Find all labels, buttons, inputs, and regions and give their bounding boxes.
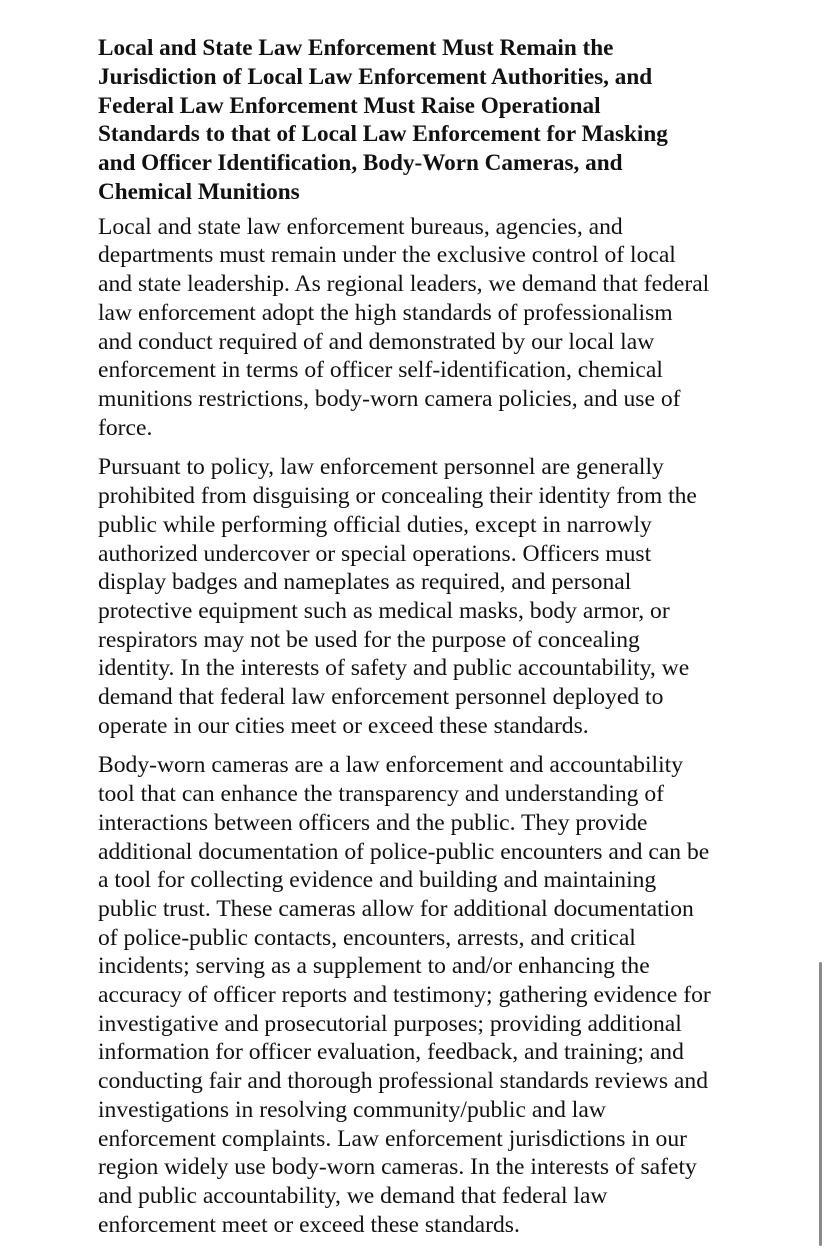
text-line: conducting fair and thorough professional standards reviews and — [98, 1068, 708, 1095]
text-line: authorized undercover or special operations. Officers must — [98, 540, 652, 567]
text-line: information for officer evaluation, feedback, and training; and — [98, 1039, 684, 1066]
text-line: operate in our cities meet or exceed these standards. — [98, 712, 589, 739]
paragraph-local-control — [98, 213, 798, 443]
document-page — [98, 34, 798, 1250]
text-line: enforcement meet or exceed these standards. — [98, 1211, 520, 1238]
heading-line: Chemical Munitions — [98, 178, 300, 205]
text-line: of police-public contacts, encounters, arrests, and critical — [98, 924, 636, 951]
text-line: region widely use body-worn cameras. In the interests of safety — [98, 1154, 697, 1181]
text-line: display badges and nameplates as required, and personal — [98, 569, 632, 596]
text-line: and conduct required of and demonstrated by our local law — [98, 328, 655, 355]
paragraph-identification — [98, 453, 798, 740]
text-line: departments must remain under the exclusive control of local — [98, 242, 676, 269]
heading-line: and Officer Identification, Body-Worn Cameras, and — [98, 150, 623, 177]
text-line: additional documentation of police-public encounters and can be — [98, 838, 710, 865]
section-heading — [98, 34, 798, 207]
text-line: force. — [98, 414, 153, 441]
text-line: public trust. These cameras allow for additional documentation — [98, 895, 694, 922]
text-line: accuracy of officer reports and testimony; gathering evidence for — [98, 982, 711, 1009]
text-line: investigative and prosecutorial purposes; providing additional — [98, 1010, 682, 1037]
heading-line: Federal Law Enforcement Must Raise Operational — [98, 92, 601, 119]
text-line: identity. In the interests of safety and public accountability, we — [98, 655, 690, 682]
text-line: and state leadership. As regional leaders, we demand that federal — [98, 271, 710, 298]
heading-line: Local and State Law Enforcement Must Remain the — [98, 35, 614, 61]
vertical-scrollbar-thumb[interactable] — [819, 962, 822, 1246]
text-line: enforcement complaints. Law enforcement jurisdictions in our — [98, 1125, 688, 1152]
text-line: protective equipment such as medical masks, body armor, or — [98, 597, 670, 624]
text-line: Local and state law enforcement bureaus, agencies, and — [98, 213, 623, 240]
text-line: Body-worn cameras are a law enforcement and accountability — [98, 752, 683, 779]
text-line: respirators may not be used for the purpose of concealing — [98, 626, 640, 653]
text-line: law enforcement adopt the high standards of professionalism — [98, 299, 673, 326]
heading-line: Jurisdiction of Local Law Enforcement Authorities, and — [98, 63, 653, 90]
heading-line: Standards to that of Local Law Enforcement for Masking — [98, 121, 668, 148]
text-line: incidents; serving as a supplement to and/or enhancing the — [98, 953, 650, 980]
text-line: prohibited from disguising or concealing their identity from the — [98, 483, 697, 510]
text-line: tool that can enhance the transparency and understanding of — [98, 781, 665, 808]
text-line: a tool for collecting evidence and building and maintaining — [98, 867, 657, 894]
text-line: munitions restrictions, body-worn camera policies, and use of — [98, 386, 681, 412]
text-line: interactions between officers and the public. They provide — [98, 809, 648, 836]
text-line: and public accountability, we demand that federal law — [98, 1182, 608, 1209]
text-line: investigations in resolving community/public and law — [98, 1096, 606, 1123]
text-line: Pursuant to policy, law enforcement personnel are generally — [98, 454, 664, 481]
text-line: demand that federal law enforcement personnel deployed to — [98, 684, 664, 711]
text-line: public while performing official duties, except in narrowly — [98, 511, 652, 538]
text-line: enforcement in terms of officer self-identification, chemical — [98, 357, 663, 384]
paragraph-body-worn-cameras — [98, 751, 798, 1239]
